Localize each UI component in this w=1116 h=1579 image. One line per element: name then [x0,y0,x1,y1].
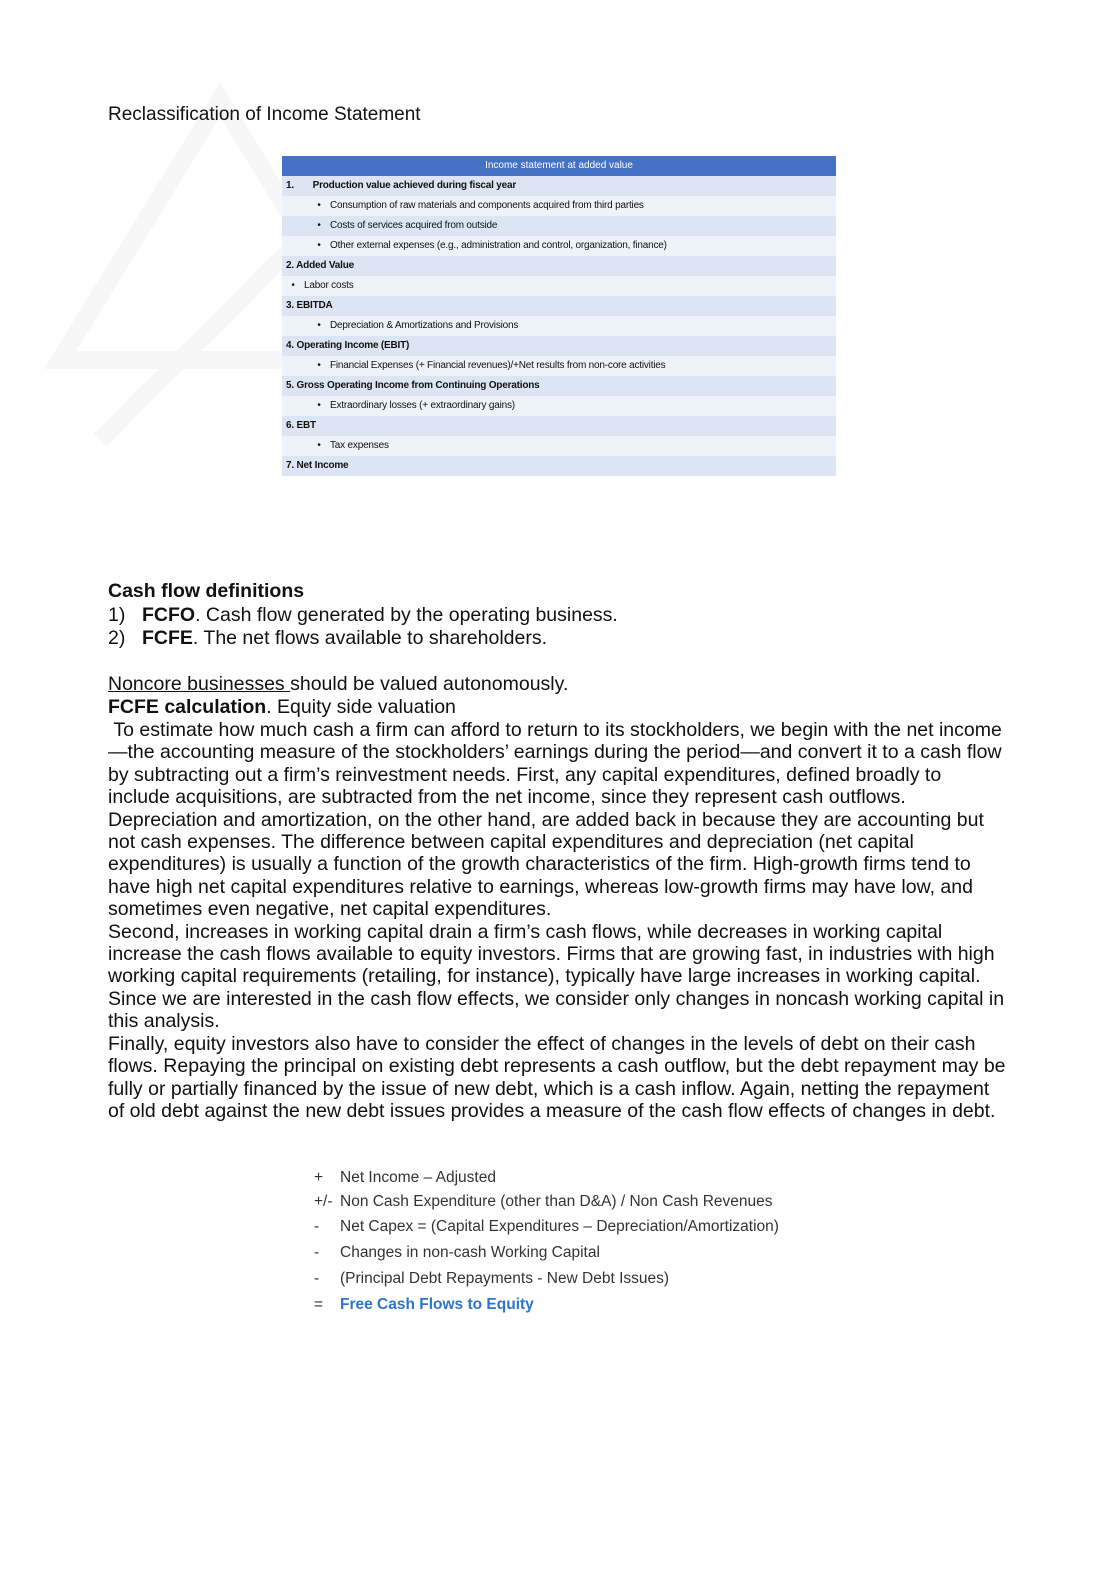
row-label: Tax expenses [330,440,389,451]
table-row [282,276,836,296]
row-label: Extraordinary losses (+ extraordinary gains) [330,400,515,411]
table-row [282,256,836,276]
formula-result: Free Cash Flows to Equity [340,1296,534,1313]
fcfe-body [108,719,1008,1122]
cash-flow-title: Cash flow definitions [108,580,305,602]
table-row [282,416,836,436]
formula-line [314,1166,779,1190]
fcfe-term: FCFE calculation [108,696,267,718]
page-title: Reclassification of Income Statement [108,104,421,125]
list-term: FCFO [142,604,196,626]
table-row [282,336,836,356]
table-row [282,396,836,416]
row-label: 6. EBT [286,420,316,431]
bullet-icon: • [317,240,321,251]
row-label: 5. Gross Operating Income from Continuing Operations [286,380,540,391]
income-statement-header: Income statement at added value [282,156,836,176]
formula-text: Non Cash Expenditure (other than D&A) / Non Cash Revenues [340,1193,773,1210]
paragraph: Second, increases in working capital drain a firm’s cash flows, while decreases in working capital increase the cash flows available to equity investors. Firms that are growing fast, in industries with high working capital requirements (retailing, for instance), typically have large increases in working capital. Since we are interested in the cash flow effects, we consider only changes in noncash working capital in this analysis. [108,920,1005,1033]
row-label: Depreciation & Amortizations and Provisions [330,320,519,331]
formula-text: Changes in non-cash Working Capital [340,1244,600,1261]
fcfe-formula [314,1166,779,1318]
formula-line [314,1266,779,1292]
table-row [282,356,836,376]
row-label: 3. EBITDA [286,300,333,311]
bullet-icon: • [317,200,321,211]
formula-operator: - [314,1270,320,1287]
noncore-line [108,673,568,696]
list-term: FCFE [142,626,193,649]
formula-text: Net Income – Adjusted [340,1169,496,1186]
fcfe-rest: . Equity side valuation [266,696,456,718]
table-row [282,376,836,396]
income-statement-table [282,156,836,476]
formula-text: (Principal Debt Repayments - New Debt Issues) [340,1270,670,1287]
fcfe-heading [108,696,456,719]
noncore-term: Noncore businesses [108,673,291,695]
row-label: Financial Expenses (+ Financial revenues)/+Net results from non-core activities [330,360,666,371]
row-label: Labor costs [304,280,354,291]
list-desc: . The net flows available to shareholders. [192,626,548,649]
formula-operator: +/- [314,1193,333,1210]
formula-operator: = [314,1296,324,1313]
row-label: 4. Operating Income (EBIT) [286,340,410,351]
list-item [108,604,618,627]
table-row [282,236,836,256]
formula-text: Net Capex = (Capital Expenditures – Depreciation/Amortization) [340,1218,779,1235]
paragraph: To estimate how much cash a firm can afford to return to its stockholders, we begin with the net income—the accounting measure of the stockholders’ earnings during the period—and convert it to a cash flow by subtracting out a firm’s reinvestment needs. First, any capital expenditures, defined broadly to include acquisitions, are subtracted from the net income, since they represent cash outflows. Depreciation and amortization, on the other hand, are added back in because they are accounting but not cash expenses. The difference between capital expenditures and depreciation (net capital expenditures) is usually a function of the growth characteristics of the firm. High-growth firms tend to have high net capital expenditures relative to earnings, whereas low-growth firms may have low, and sometimes even negative, net capital expenditures. [108,719,1007,921]
formula-line [314,1190,779,1214]
row-label: Consumption of raw materials and components acquired from third parties [330,200,644,211]
row-label: Costs of services acquired from outside [330,220,498,231]
table-row [282,196,836,216]
row-label: 2. Added Value [286,260,354,271]
table-row [282,456,836,476]
bullet-icon: • [317,360,321,371]
row-label: Other external expenses (e.g., administration and control, organization, finance) [330,240,667,251]
paragraph: Finally, equity investors also have to consider the effect of changes in the levels of debt on their cash flows. Repaying the principal on existing debt represents a cash outflow, but the debt repayment may be fully or partially financed by the issue of new debt, which is a cash inflow. Again, netting the repayment of old debt against the new debt issues provides a measure of the cash flow effects of changes in debt. [108,1032,1006,1122]
table-row [282,436,836,456]
formula-line [314,1240,779,1266]
bullet-icon: • [317,320,321,331]
formula-line [314,1214,779,1240]
row-number: 1. [286,180,294,191]
table-row [282,176,836,196]
list-number: 1) [108,604,126,626]
formula-operator: + [314,1169,324,1186]
row-label: 7. Net Income [286,460,349,471]
formula-operator: - [314,1218,320,1235]
bullet-icon: • [291,280,295,291]
list-desc: . Cash flow generated by the operating business. [195,604,618,626]
table-row [282,296,836,316]
list-number: 2) [108,626,126,649]
cash-flow-list [108,604,618,649]
bullet-icon: • [317,400,321,411]
formula-operator: - [314,1244,320,1261]
noncore-rest: should be valued autonomously. [290,673,569,695]
bullet-icon: • [317,440,321,451]
list-item [108,627,618,650]
table-row [282,216,836,236]
formula-line [314,1292,779,1318]
table-row [282,316,836,336]
row-label: Production value achieved during fiscal year [312,180,517,191]
bullet-icon: • [317,220,321,231]
